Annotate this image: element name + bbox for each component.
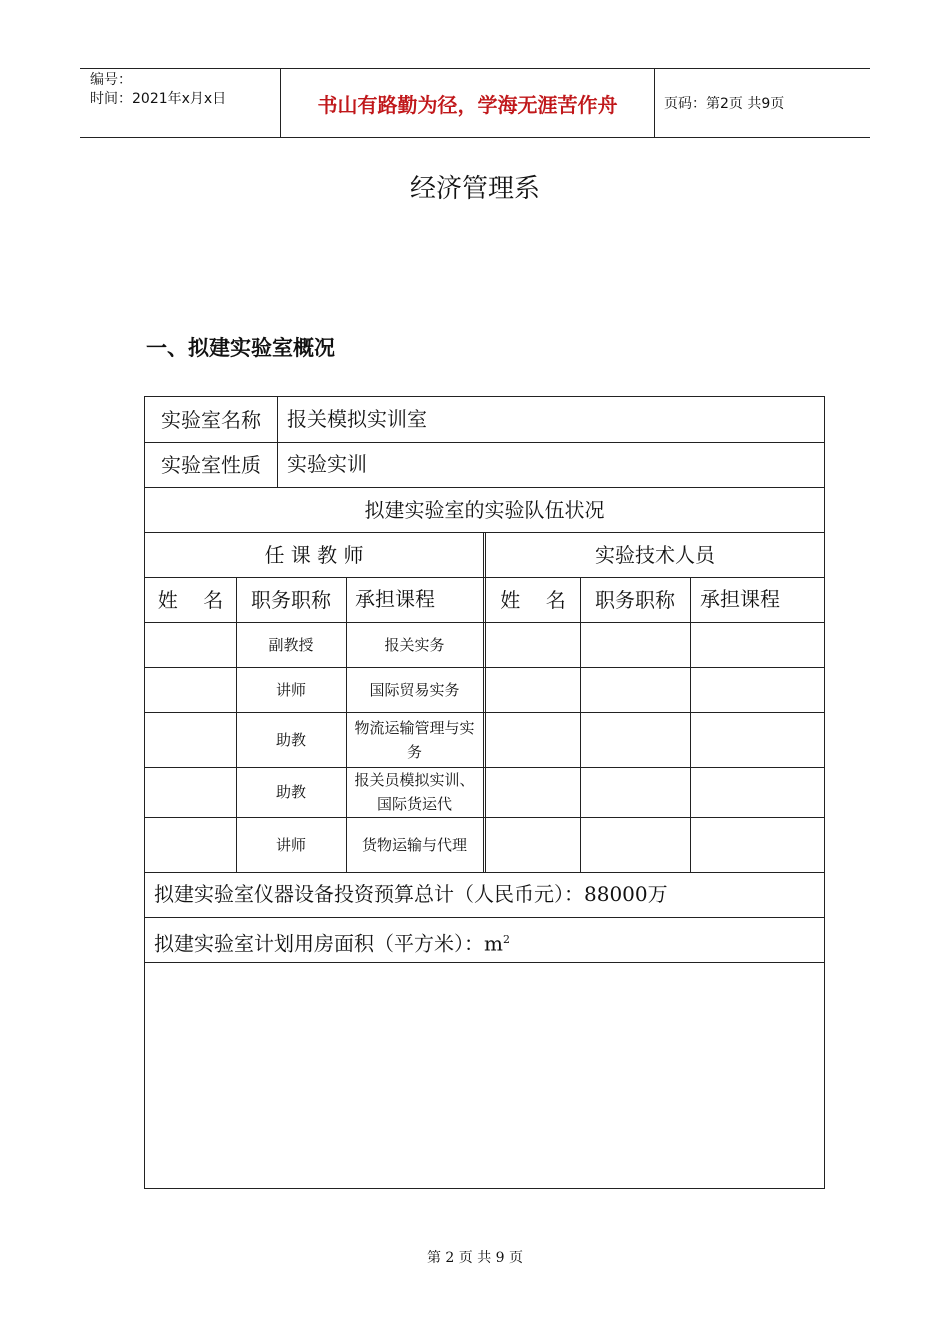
- header-motto: 书山有路勤为径，学海无涯苦作舟: [281, 69, 655, 137]
- col-title-header: 职务职称: [595, 587, 675, 612]
- department-title: 经济管理系: [409, 174, 540, 204]
- col-name-header: 姓 名: [500, 587, 566, 612]
- teacher-course: 物流运输管理与实务: [354, 718, 475, 761]
- col-course-header: 承担课程: [700, 587, 780, 611]
- teacher-course: 报关实务: [384, 635, 445, 654]
- lab-name-value: 报关模拟实训室: [287, 407, 427, 431]
- investment-budget: 拟建实验室仪器设备投资预算总计（人民币元）：88000万: [154, 882, 668, 906]
- section-title: 一、拟建实验室概况: [146, 336, 335, 360]
- teacher-title: 助教: [275, 730, 306, 749]
- teacher-title: 助教: [275, 783, 306, 801]
- planned-area: [154, 917, 510, 962]
- col-course-header: 承担课程: [355, 587, 435, 611]
- col-title-header: 职务职称: [251, 587, 331, 612]
- lab-nature-label: 实验室性质: [161, 452, 261, 477]
- teacher-course: 国际贸易实务: [369, 680, 460, 699]
- page-footer: 第 2 页 共 9 页: [426, 1250, 524, 1266]
- col-name-header: 姓 名: [157, 587, 224, 612]
- header-page-code: 页码：第2页 共9页: [664, 96, 785, 112]
- header-meta: [80, 69, 281, 137]
- teacher-course: 报关员模拟实训、国际货运代: [354, 771, 475, 813]
- team-title: 拟建实验室的实验队伍状况: [364, 497, 605, 522]
- planned-area-label: 拟建实验室计划用房面积（平方米）：m: [154, 931, 503, 956]
- lab-nature-value: 实验实训: [287, 452, 367, 476]
- teacher-title: 讲师: [275, 835, 306, 854]
- teacher-course: 货物运输与代理: [361, 835, 467, 854]
- teachers-header: 任 课 教 师: [264, 542, 364, 567]
- lab-overview-table: [144, 396, 825, 1189]
- time-label: 时间：2021年x月x日: [90, 91, 227, 107]
- lab-name-label: 实验室名称: [161, 407, 261, 432]
- page-header: [80, 68, 870, 138]
- teacher-title: 副教授: [268, 635, 314, 654]
- number-label: 编号：: [90, 72, 132, 88]
- technicians-header: 实验技术人员: [595, 542, 715, 567]
- teacher-title: 讲师: [275, 680, 306, 699]
- area-unit-superscript: 2: [502, 933, 510, 946]
